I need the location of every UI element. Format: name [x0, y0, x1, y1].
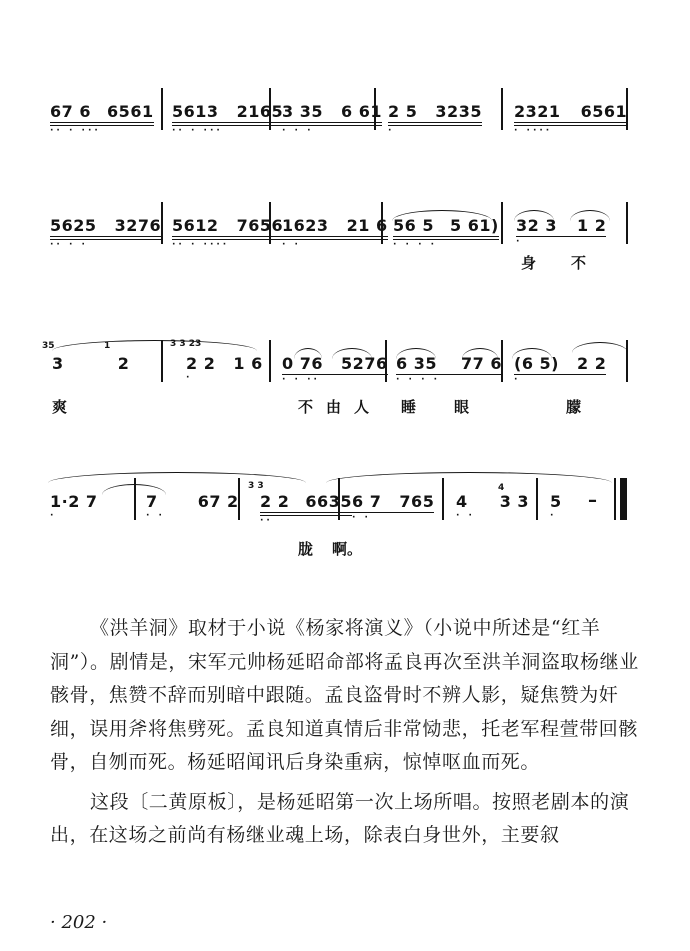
measure-3-4: 6 35 77 6 · · · · — [396, 354, 503, 385]
note-group: 2 2 — [260, 492, 290, 511]
note-group: (6 5) — [514, 354, 559, 373]
barline — [536, 478, 538, 520]
note-group: 6635 — [305, 492, 352, 511]
grace-note: 3 3 23 — [170, 339, 202, 349]
barline — [269, 340, 271, 382]
note-group: 2 2 — [577, 354, 607, 373]
note-group: 2 5 — [388, 102, 418, 121]
measure-2-5: 32 3 1 2 · — [516, 216, 607, 247]
note-group: 6561 — [580, 102, 628, 121]
lyric-char: 睡 — [401, 398, 417, 416]
measure-2-2: 5612 7656 ·· · ···· — [172, 216, 284, 250]
note-group: 5 61) — [450, 216, 499, 235]
note-group: 3235 — [435, 102, 482, 121]
paragraph: 《洪羊洞》取材于小说《杨家将演义》（小说中所述是“红羊洞”）。剧情是，宋军元帅杨延昭命部将孟良再次至洪羊洞盗取杨继业骸骨，焦赞不辞而别暗中跟随。孟良盗骨时不辨人影，疑焦赞为奸细，误用斧将焦劈死。孟良知道真情后非常恸悲，托老军程萱带回骸骨，自刎而死。杨延昭闻讯后身染重病，惊悼呕血而死。 — [50, 617, 639, 773]
lyric-line-4 — [48, 538, 628, 558]
note-group: 7656 — [236, 216, 284, 235]
measure-4-1: 1·2 7 · — [50, 492, 98, 521]
note-group: 5625 — [50, 216, 97, 235]
page-number: · 202 · — [50, 912, 108, 933]
measure-1-5: 2321 6561 · ···· — [514, 102, 628, 136]
measure-3-2: 2 2 1 6 · — [186, 354, 263, 383]
note-group: 21 6 — [346, 216, 388, 235]
note-group: 2 2 — [186, 354, 216, 373]
score-system-1 — [48, 88, 628, 158]
measure-4-2: 7 67 2 · · — [146, 492, 239, 521]
barline — [626, 202, 628, 244]
note-group: 1·2 7 — [50, 492, 98, 511]
note-group: 0 76 — [282, 354, 323, 373]
lyric-line-2 — [48, 252, 628, 272]
note-group: 3 3 — [499, 492, 530, 511]
note-group: 5612 — [172, 216, 219, 235]
end-sustain-dash: – — [588, 490, 597, 511]
note-group: 5276 — [341, 354, 388, 373]
barline — [161, 88, 163, 130]
barline — [442, 478, 444, 520]
final-barline — [620, 478, 627, 520]
score-system-2 — [48, 202, 628, 272]
note-group: 6 61 — [341, 102, 383, 121]
measure-3-1 — [52, 354, 129, 373]
note-group: 6 7 — [352, 492, 382, 511]
note-group: 2321 — [514, 102, 561, 121]
measure-1-4: 2 5 3235 · — [388, 102, 482, 136]
note-group: 6 35 — [396, 354, 437, 373]
barline — [626, 340, 628, 382]
note-group: 2 — [117, 354, 130, 373]
measure-1-1: 67 6 6561 ·· · ··· — [50, 102, 154, 136]
measure-2-3: 1623 21 6 · · — [282, 216, 388, 250]
measure-1-2: 5613 2165 ·· · ··· — [172, 102, 284, 136]
lyric-char: 爽 — [52, 398, 68, 416]
note-group: 7 — [146, 492, 158, 511]
note-group: 77 6 — [461, 354, 503, 373]
barline — [614, 478, 616, 520]
barline — [161, 202, 163, 244]
note-group: 3 — [52, 354, 64, 373]
note-group: 1623 — [282, 216, 329, 235]
lyric-char: 啊。 — [332, 540, 363, 558]
measure-2-1: 5625 3276 ·· · · — [50, 216, 162, 250]
note-group: 3 35 — [282, 102, 323, 121]
measure-3-3: 0 76 5276 · · ·· — [282, 354, 388, 385]
note-group: 67 2 — [197, 492, 239, 511]
slur — [48, 472, 306, 483]
grace-note: 4 — [498, 483, 505, 493]
lyric-line-3 — [48, 396, 628, 416]
note-group: 32 3 — [516, 216, 557, 235]
slur — [52, 340, 257, 351]
barline — [501, 88, 503, 130]
note-group: 3276 — [114, 216, 162, 235]
note-group: 6561 — [107, 102, 154, 121]
note-group: 2165 — [236, 102, 284, 121]
lyric-char: 由 — [326, 398, 342, 416]
measure-1-3: 3 35 6 61 · · · — [282, 102, 383, 136]
note-group: 1 2 — [577, 216, 607, 235]
measure-2-4: 56 5 5 61) · · · · — [393, 216, 499, 250]
measure-4-5: 4 3 3 · · — [456, 492, 530, 521]
slur — [326, 472, 612, 483]
note-group: 765 — [399, 492, 435, 511]
note-group: 5 — [550, 492, 562, 511]
note-group: 1 6 — [233, 354, 263, 373]
lyric-char: 人 — [354, 398, 370, 416]
note-group: 5613 — [172, 102, 219, 121]
grace-note: 3 3 — [248, 481, 264, 491]
lyric-char: 身 — [521, 254, 537, 272]
slur — [572, 342, 628, 353]
measure-4-3: 2 2 6635 ·· — [260, 492, 352, 526]
paragraph: 这段〔二黄原板〕，是杨延昭第一次上场所唱。按照老剧本的演出，在这场之前尚有杨继业魂上场，除表白身世外，主要叙 — [50, 790, 630, 846]
barline — [501, 202, 503, 244]
measure-3-5: (6 5) 2 2 · — [514, 354, 607, 385]
grace-note: 35 — [42, 341, 55, 351]
lyric-char: 不 — [298, 398, 314, 416]
lyric-char: 朦 — [566, 398, 582, 416]
grace-note: 1 — [104, 341, 111, 351]
lyric-char: 眼 — [454, 398, 470, 416]
measure-4-4: 6 7 765 · · — [352, 492, 435, 523]
measure-4-6: 5 · — [550, 492, 562, 521]
score-system-3 — [42, 339, 628, 416]
score-system-4 — [48, 478, 628, 558]
note-group: 4 — [456, 492, 468, 511]
lyric-char: 胧 — [298, 540, 314, 558]
lyric-char: 不 — [571, 254, 587, 272]
body-text — [50, 612, 640, 853]
note-group: 67 6 — [50, 102, 91, 121]
note-group: 56 5 — [393, 216, 434, 235]
